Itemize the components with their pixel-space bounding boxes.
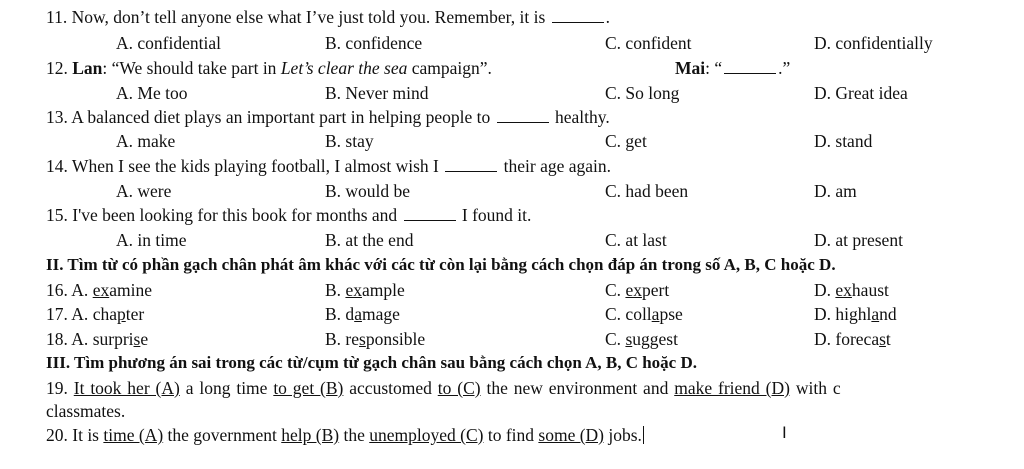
question-20 xyxy=(46,424,644,446)
q15-end: I found it. xyxy=(457,205,532,225)
q13-option-a[interactable]: A. make xyxy=(116,131,176,151)
q12-mai-reply xyxy=(675,57,790,79)
q14-option-d[interactable]: D. am xyxy=(814,181,857,201)
q15-option-c[interactable]: C. at last xyxy=(605,230,667,250)
q17-a-rest[interactable]: ter xyxy=(125,304,145,324)
section-3-heading: III. Tìm phương án sai trong các từ/cụm từ gạch chân sau bằng cách chọn A, B, C hoặc D. xyxy=(46,353,698,372)
question-15 xyxy=(46,204,531,226)
q12-line1-end: campaign”. xyxy=(407,58,492,78)
q14-text: 14. When I see the kids playing football, I almost wish I xyxy=(46,156,444,176)
q16-num: 16. A. xyxy=(46,280,93,300)
q16-c-pre: C. xyxy=(605,280,626,300)
question-14 xyxy=(46,155,611,177)
q18-num: 18. A. xyxy=(46,329,93,349)
q18-d-rest: t xyxy=(885,329,891,349)
q17-b-rest: mage xyxy=(361,304,400,324)
q19-choice-d[interactable]: make friend (D) xyxy=(674,378,790,398)
q16-a-underline[interactable]: ex xyxy=(92,280,110,300)
q19-text-4: with c xyxy=(789,378,841,398)
q14-blank xyxy=(445,157,497,172)
q19-choice-b[interactable]: to get (B) xyxy=(273,378,344,398)
q12-option-c[interactable]: C. So long xyxy=(605,83,680,103)
q16-d-pre: D. xyxy=(814,280,836,300)
q20-text-4: jobs. xyxy=(604,425,642,445)
q13-text: 13. A balanced diet plays an important part in helping people to xyxy=(46,107,495,127)
q14-option-c[interactable]: C. had been xyxy=(605,181,689,201)
q18-a-pre[interactable]: surpri xyxy=(92,329,134,349)
q11-end: . xyxy=(605,7,611,27)
q19-num: 19. xyxy=(46,378,74,398)
q18-d-pre: D. foreca xyxy=(814,329,880,349)
q16-option-c[interactable] xyxy=(605,279,669,301)
q16-b-pre: B. xyxy=(325,280,346,300)
q18-a-underline[interactable]: s xyxy=(133,329,141,349)
q16-a-rest[interactable]: amine xyxy=(109,280,152,300)
q18-d-underline: s xyxy=(879,329,886,349)
question-18 xyxy=(46,328,148,350)
q20-choice-c[interactable]: unemployed (C) xyxy=(369,425,484,445)
q17-option-d[interactable] xyxy=(814,303,897,325)
q15-option-a[interactable]: A. in time xyxy=(116,230,187,250)
q16-option-d[interactable] xyxy=(814,279,889,301)
q13-option-b[interactable]: B. stay xyxy=(325,131,374,151)
q18-b-rest: ponsible xyxy=(365,329,426,349)
section-2-heading: II. Tìm từ có phần gạch chân phát âm khác với các từ còn lại bằng cách chọn đáp án trong số A, B, C hoặc D. xyxy=(46,255,836,274)
q13-option-c[interactable]: C. get xyxy=(605,131,647,151)
q15-blank xyxy=(404,206,456,221)
q12-line2-end: .” xyxy=(778,58,791,78)
q17-d-pre: D. highl xyxy=(814,304,872,324)
q12-option-d[interactable]: D. Great idea xyxy=(814,83,908,103)
q16-d-underline: ex xyxy=(835,280,852,300)
question-17 xyxy=(46,303,144,325)
q12-speaker-lan: Lan xyxy=(72,58,103,78)
q16-b-rest: ample xyxy=(361,280,405,300)
q16-c-rest: pert xyxy=(641,280,670,300)
q19-text-2: accustomed xyxy=(343,378,438,398)
q11-option-c[interactable]: C. confident xyxy=(605,33,692,53)
q15-option-b[interactable]: B. at the end xyxy=(325,230,414,250)
q19-text-3: the new environment and xyxy=(480,378,675,398)
q17-num: 17. A. xyxy=(46,304,93,324)
q12-line1: : “We should take part in xyxy=(102,58,281,78)
q17-option-c[interactable] xyxy=(605,303,683,325)
q18-option-d[interactable] xyxy=(814,328,891,350)
q18-b-underline: s xyxy=(359,329,366,349)
q12-num: 12. xyxy=(46,58,73,78)
q12-blank xyxy=(724,59,776,74)
q18-c-underline: s xyxy=(625,329,633,349)
q13-end: healthy. xyxy=(550,107,610,127)
q16-option-b[interactable] xyxy=(325,279,405,301)
q12-campaign-name: Let’s clear the sea xyxy=(280,58,408,78)
question-13 xyxy=(46,106,610,128)
ibeam-cursor-icon: I xyxy=(782,423,787,442)
q17-a-pre[interactable]: cha xyxy=(92,304,117,324)
q11-option-b[interactable]: B. confidence xyxy=(325,33,423,53)
q18-b-pre: B. re xyxy=(325,329,360,349)
q17-b-pre: B. d xyxy=(325,304,355,324)
q11-text: 11. Now, don’t tell anyone else what I’ve just told you. Remember, it is xyxy=(46,7,550,27)
q15-option-d[interactable]: D. at present xyxy=(814,230,903,250)
q20-choice-d[interactable]: some (D) xyxy=(538,425,604,445)
q18-option-b[interactable] xyxy=(325,328,425,350)
q19-choice-c[interactable]: to (C) xyxy=(437,378,481,398)
q19-choice-a[interactable]: It took her (A) xyxy=(73,378,180,398)
q17-c-underline: a xyxy=(651,304,660,324)
q17-c-pre: C. coll xyxy=(605,304,652,324)
q12-line2: : “ xyxy=(705,58,723,78)
question-16 xyxy=(46,279,152,301)
q12-option-a[interactable]: A. Me too xyxy=(116,83,188,103)
q12-option-b[interactable]: B. Never mind xyxy=(325,83,429,103)
q18-c-pre: C. xyxy=(605,329,626,349)
q14-option-b[interactable]: B. would be xyxy=(325,181,411,201)
question-12 xyxy=(46,57,492,79)
q11-blank xyxy=(552,8,604,23)
q20-choice-b[interactable]: help (B) xyxy=(281,425,340,445)
q17-d-rest: nd xyxy=(879,304,897,324)
q12-speaker-mai: Mai xyxy=(675,58,706,78)
q14-end: their age again. xyxy=(499,156,612,176)
text-caret xyxy=(643,426,644,444)
q18-a-rest[interactable]: e xyxy=(140,329,149,349)
q17-c-rest: pse xyxy=(659,304,683,324)
q17-b-underline: a xyxy=(354,304,362,324)
q13-blank xyxy=(497,108,549,123)
q17-a-underline[interactable]: p xyxy=(116,304,126,324)
q14-option-a[interactable]: A. were xyxy=(116,181,172,201)
q13-option-d[interactable]: D. stand xyxy=(814,131,873,151)
q11-option-a[interactable]: A. confidential xyxy=(116,33,221,53)
q15-text: 15. I've been looking for this book for months and xyxy=(46,205,402,225)
q16-c-underline: ex xyxy=(625,280,642,300)
q20-text-2: the xyxy=(339,425,370,445)
q20-choice-a[interactable]: time (A) xyxy=(103,425,164,445)
q20-text-1: the government xyxy=(163,425,282,445)
q20-num: 20. It is xyxy=(46,425,104,445)
q18-c-rest: uggest xyxy=(632,329,678,349)
q17-d-underline: a xyxy=(871,304,880,324)
q11-option-d[interactable]: D. confidentially xyxy=(814,33,933,53)
q16-b-underline: ex xyxy=(345,280,362,300)
question-19 xyxy=(46,377,841,399)
question-11 xyxy=(46,6,610,28)
q20-text-3: to find xyxy=(483,425,539,445)
q16-d-rest: haust xyxy=(851,280,889,300)
q19-text-1: a long time xyxy=(179,378,274,398)
q18-option-c[interactable] xyxy=(605,328,678,350)
q17-option-b[interactable] xyxy=(325,303,400,325)
q19-line-2: classmates. xyxy=(46,401,126,421)
